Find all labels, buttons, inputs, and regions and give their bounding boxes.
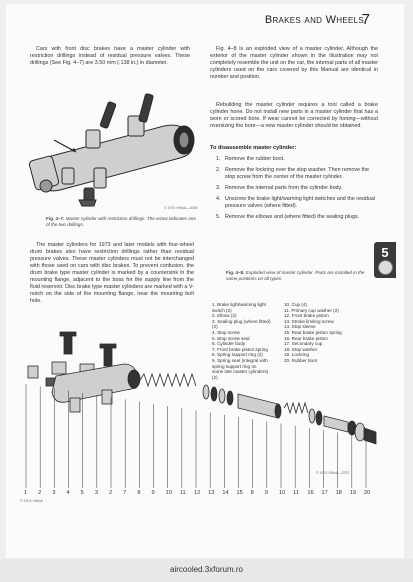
part-number-label: 2: [109, 490, 113, 496]
part-number-label: 11: [293, 490, 299, 496]
fig47-caption-text: Master cylinder with restriction drillings. The arrow indicates one of the two drillings.: [46, 216, 196, 227]
running-header: Brakes and Wheels: [264, 14, 364, 26]
section-tab-number: 5: [381, 245, 389, 260]
part-number-label: 10: [165, 490, 172, 496]
part-number-label: 9: [151, 490, 155, 496]
legend-entry: 19. Lockring: [284, 352, 310, 358]
part-number-label: 4: [66, 490, 70, 496]
fig47-credit: © 1974 VWoA—3036: [164, 206, 198, 210]
part-number-label: 14: [222, 490, 229, 496]
page-number: 7: [361, 11, 370, 28]
legend-entry: 17. Secondary cup: [284, 341, 323, 347]
part-number-label: 19: [349, 490, 357, 496]
legend-entry: some late master cylinders): [212, 369, 269, 375]
legend-entry: 9. Spring seat (integral with: [212, 357, 268, 363]
step-text: Unscrew the brake light/warning light switches and the residual pressure valves (where fitted).: [225, 196, 376, 209]
legend-entry: 8. Spring support ring (2): [212, 352, 263, 358]
part-number-label: 12: [194, 490, 201, 496]
legend-entry: 12. Front brake piston: [284, 313, 329, 319]
manual-page: [6, 4, 404, 558]
part-number-label: 8: [137, 490, 141, 496]
part-number-label: 11: [179, 490, 186, 496]
hone-paragraph: Rebuilding the master cylinder requires a tool called a brake cylinder hone. Do not install new parts in a master cylinder that has a worn or scored bore. If wear cannot be corrected by honing—without oversizing the bore—a new master cylinder should be obtained.: [210, 102, 378, 129]
legend-entry: 16. Rear brake piston: [284, 335, 328, 341]
legend-entry: 10. Cup (4): [284, 302, 307, 307]
exploded-view-illustration: [16, 324, 384, 504]
footer-bar: [0, 559, 413, 582]
fig48-credit: © 1974 VWoA—3737: [316, 471, 350, 475]
legend-entry: 7. Front brake piston spring: [212, 346, 268, 352]
step-number: 1.: [216, 156, 221, 162]
part-number-label: 16: [307, 490, 314, 496]
legend-entry: 5. Stop screw seal: [212, 335, 250, 341]
fig48-caption-label: Fig. 4–8.: [226, 270, 245, 275]
legend-entry: spring support ring on: [212, 363, 257, 369]
step-text: Remove the elbows and (where fitted) the sealing plugs.: [225, 214, 360, 220]
part-number-label: 17: [321, 490, 328, 496]
step-number: 3.: [216, 185, 221, 191]
step-text: Remove the rubber boot.: [225, 156, 285, 162]
part-number-label: 13: [208, 490, 215, 496]
legend-entry: 15. Rear brake piston spring: [284, 329, 342, 335]
body-paragraph: The master cylinders for 1973 and later models with four-wheel drum brakes also have restriction drillings rather than residual pressure valves. These master cylinders must not be interchanged with those used on cars with disc brakes. To prevent confusion, the drum brake type master cylinder is marked by a countersink in the mounting flange, adjacent to the boss for the supply line from the fluid reservoir. Disc brake type master cylinders are marked with a V-notch on the side of the mounting flange, near the mounting bolt hole.: [30, 242, 194, 304]
legend-entry: 11. Primary cup washer (2): [284, 307, 339, 313]
legend-entry: 4. Stop screw: [212, 329, 240, 335]
legend-entry: 18. Stop washer: [284, 346, 318, 352]
legend-entry: 14. Stop sleeve: [284, 324, 316, 330]
fig48-credit-bottom: © 1974 VWoA: [20, 499, 43, 503]
step-item: [216, 167, 376, 181]
legend-entry: 2. Elbow (2): [212, 313, 237, 319]
legend-entry: (2): [212, 374, 218, 380]
step-number: 5.: [216, 214, 221, 220]
part-number-label: 18: [335, 490, 342, 496]
legend-entry: 3. Sealing plug (where fitted): [212, 318, 271, 324]
procedure-heading: To disassemble master cylinder:: [210, 145, 297, 151]
fig47-caption: [46, 216, 196, 228]
fig48-caption: [226, 270, 374, 282]
legend-entry: (2): [212, 324, 218, 330]
vw-logo-icon: [378, 260, 393, 275]
part-number-label: 3: [52, 490, 56, 496]
legend-entry: 20. Rubber boot: [284, 357, 317, 363]
part-number-label: 8: [250, 490, 254, 496]
part-number-label: 9: [264, 490, 268, 496]
part-number-label: 20: [364, 490, 371, 496]
intro-paragraph: Cars with front disc brakes have a master cylinder with restriction drillings instead of residual pressure valves. These drillings (See Fig. 4–7) are 3.50 mm (.138 in.) in diameter.: [30, 46, 190, 66]
footer-watermark: aircooled.3xforum.ro: [170, 565, 243, 574]
part-number-label: 10: [279, 490, 286, 496]
legend-entry: 6. Cylinder body: [212, 341, 246, 347]
step-item: [216, 156, 376, 163]
part-number-label: 7: [123, 490, 127, 496]
fig48-caption-text: Exploded view of master cylinder. Parts are installed in the same positions on all types.: [226, 270, 365, 281]
legend-entry: 1. Brake light/warning light: [212, 302, 266, 307]
disassembly-steps: [216, 156, 376, 225]
part-number-label: 3: [94, 490, 98, 496]
step-item: [216, 196, 376, 210]
fig47-caption-label: Fig. 4–7.: [46, 216, 65, 221]
part-number-label: 15: [236, 490, 243, 496]
step-number: 2.: [216, 167, 221, 173]
part-number-label: 1: [24, 490, 28, 496]
legend-entry: switch (2): [212, 307, 232, 313]
fig48-intro-paragraph: Fig. 4–8 is an exploded view of a master cylinder. Although the exterior of the master cylinder shown in the illustration may not completely resemble the unit on the car, the internal parts of all master cylinders used on the cars covered by this Manual are identical in number and position.: [210, 46, 378, 80]
step-item: [216, 185, 376, 192]
master-cylinder-illustration: [24, 88, 204, 212]
step-number: 4.: [216, 196, 221, 202]
part-number-label: 5: [80, 490, 84, 496]
part-number-label: 2: [38, 490, 42, 496]
step-item: [216, 214, 376, 221]
step-text: Remove the lockring over the stop washer. Then remove the stop screw from the center of the master cylinder.: [225, 167, 370, 180]
step-text: Remove the internal parts from the cylinder body.: [225, 185, 343, 191]
legend-entry: 13. Stroke limiting screw: [284, 318, 334, 324]
